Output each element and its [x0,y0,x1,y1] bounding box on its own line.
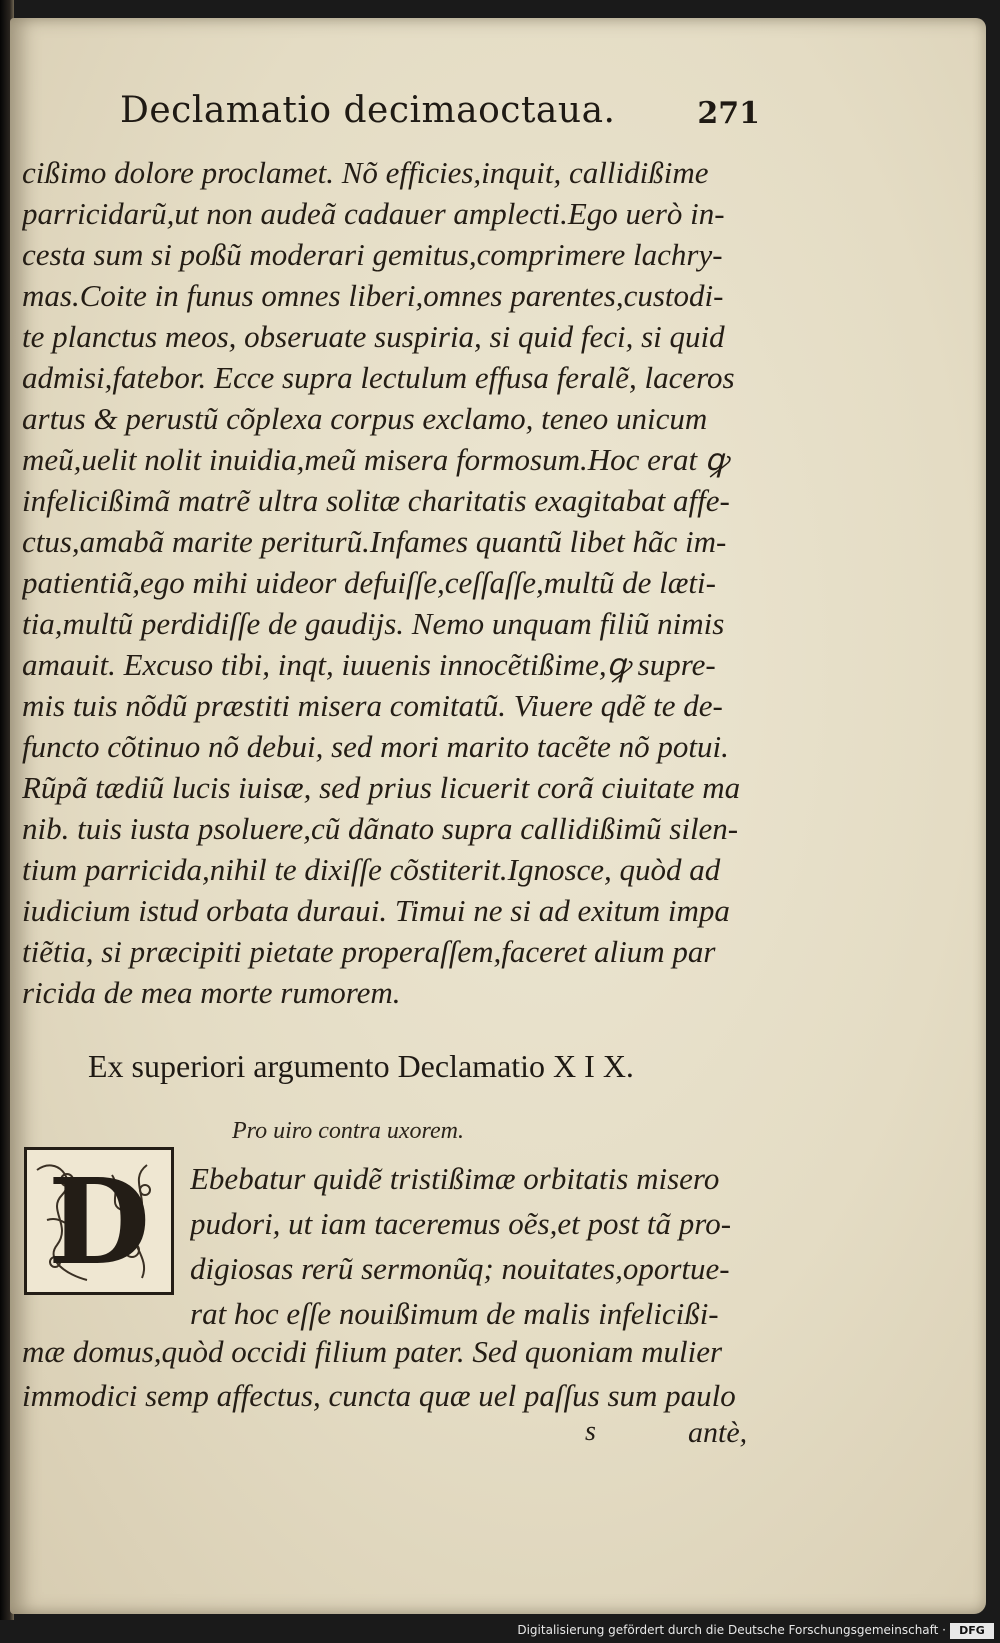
text-line: tium parricida,nihil te dixiſſe cõstiterit.Ignosce, quòd ad [22,852,721,887]
decorated-initial [24,1147,174,1295]
text-line: ctus,amabã marite periturũ.Infames quantũ libet hãc im- [22,524,727,559]
page-number: 271 [697,96,760,131]
text-line: mas.Coite in funus omnes liberi,omnes parentes,custodi- [22,278,724,313]
text-line: tiẽtia, si præcipiti pietate properaſſem,faceret alium par [22,934,716,969]
text-line: amauit. Excuso tibi, inqt, iuuenis innocẽtißime,ꝙ supre- [22,647,716,682]
text-line: mis tuis nõdũ præstiti misera comitatũ. Viuere qdẽ te de- [22,688,723,723]
text-line: functo cõtinuo nõ debui, sed mori marito tacẽte nõ potui. [22,729,729,764]
text-line: digiosas rerũ sermonũq; nouitates,oportue- [190,1251,730,1286]
text-line: pudori, ut iam taceremus oẽs,et post tã pro- [190,1206,732,1241]
text-line: rat hoc eſſe nouißimum de malis infelicißi- [190,1296,719,1331]
running-head [120,90,760,136]
text-line: parricidarũ,ut non audeã cadauer amplecti.Ego uerò in- [22,196,725,231]
text-line: cesta sum si poßũ moderari gemitus,comprimere lachry- [22,237,723,272]
catchword: antè, [688,1416,748,1449]
text-line: mæ domus,quòd occidi filium pater. Sed quoniam mulier [22,1334,723,1369]
section-continuation-lines [22,1330,762,1418]
running-title: Declamatio decimaoctaua. [120,90,616,131]
text-line: Rũpã tædiũ lucis iuisæ, sed prius licuerit corã ciuitate ma [22,770,741,805]
text-line: tia,multũ perdidiſſe de gaudijs. Nemo unquam filiũ nimis [22,606,725,641]
section-first-lines [190,1156,760,1336]
text-line: patientiã,ego mihi uideor defuiſſe,ceſſaſſe,multũ de læti- [22,565,716,600]
text-line: admisi,fatebor. Ecce supra lectulum effusa feralẽ, laceros [22,360,735,395]
text-line: meũ,uelit nolit inuidia,meũ misera formosum.Hoc erat ꝙ [22,442,729,477]
signature-mark: s [585,1416,596,1447]
section-heading: Ex superiori argumento Declamatio X I X. [88,1048,634,1084]
text-line: immodici semp affectus, cuncta quæ uel paſſus sum paulo [22,1378,736,1413]
text-line: nib. tuis iusta psoluere,cũ dãnato supra callidißimũ silen- [22,811,739,846]
initial-letter: D [47,1151,151,1291]
text-line: cißimo dolore proclamet. Nõ efficies,inquit, callidißime [22,155,709,190]
text-line: te planctus meos, obseruate suspiria, si quid feci, si quid [22,319,725,354]
text-line: artus & perustũ cõplexa corpus exclamo, teneo unicum [22,401,708,436]
dfg-logo: DFG [950,1623,994,1639]
main-text-block [22,152,762,1013]
text-line: Ebebatur quidẽ tristißimæ orbitatis misero [190,1161,720,1196]
text-line: infelicißimã matrẽ ultra solitæ charitatis exagitabat affe- [22,483,730,518]
text-line: ricida de mea morte rumorem. [22,975,401,1010]
digitization-credit: Digitalisierung gefördert durch die Deutsche Forschungsgemeinschaft · [517,1623,946,1637]
section-subheading: Pro uiro contra uxorem. [232,1118,464,1144]
text-line: iudicium istud orbata duraui. Timui ne si ad exitum impa [22,893,730,928]
